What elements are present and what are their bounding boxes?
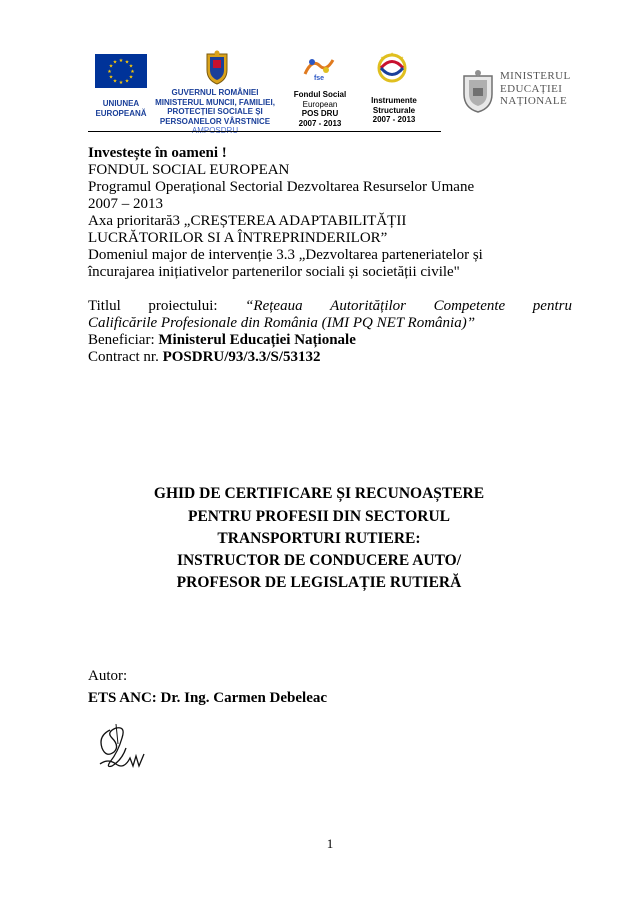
gov-line2: MINISTERUL MUNCII, FAMILIEI, (155, 97, 275, 107)
priority-axis-line2: LUCRĂTORILOR SI A ÎNTREPRINDERILOR” (88, 230, 388, 246)
svg-text:★: ★ (107, 69, 112, 75)
svg-text:★: ★ (128, 74, 134, 81)
project-title-line1 (88, 298, 572, 315)
ministry-education-crest-icon (458, 68, 498, 114)
svg-text:★: ★ (130, 69, 135, 75)
project-title-w3: Competente (433, 298, 506, 314)
project-title-w4: pentru (532, 298, 572, 314)
men-line2: EDUCAȚIEI (500, 82, 563, 95)
fse-line2: European (302, 99, 338, 109)
guide-title-line3: TRANSPORTURI RUTIERE: (217, 530, 421, 547)
project-title-word: proiectului: (148, 298, 218, 314)
project-title-w1: “Rețeaua (245, 298, 303, 314)
guide-title-line1: GHID DE CERTIFICARE ȘI RECUNOAȘTERE (153, 485, 485, 502)
beneficiary-label: Beneficiar: (88, 332, 159, 348)
coat-of-arms-icon (203, 50, 231, 86)
author-name: ETS ANC: Dr. Ing. Carmen Debeleac (88, 690, 328, 706)
men-line3: NAȚIONALE (500, 95, 568, 107)
guide-title-line5: PROFESOR DE LEGISLAȚIE RUTIERĂ (176, 574, 462, 591)
is-line1: Instrumente (371, 96, 417, 105)
guide-title-line4: INSTRUCTOR DE CONDUCERE AUTO/ (176, 552, 462, 569)
svg-text:★: ★ (112, 59, 118, 66)
contract (88, 349, 321, 366)
page-number: 1 (326, 836, 334, 851)
fund-name: FONDUL SOCIAL EUROPEAN (88, 162, 290, 178)
svg-text:★: ★ (128, 63, 134, 70)
programme-period: 2007 – 2013 (88, 196, 163, 212)
project-title-w2: Autorităților (330, 298, 406, 314)
priority-axis-line1: Axa prioritară3 „CREȘTEREA ADAPTABILITĂȚII (88, 213, 407, 229)
is-line3: 2007 - 2013 (372, 115, 416, 124)
is-line2: Structurale (372, 105, 416, 115)
svg-text:★: ★ (390, 51, 394, 56)
author-label: Autor: (88, 668, 128, 684)
eu-label-line2: EUROPEANĂ (95, 108, 147, 118)
guide-title-line2: PENTRU PROFESII DIN SECTORUL (188, 508, 450, 525)
gov-line4: PERSOANELOR VÂRSTNICE (159, 116, 271, 126)
intervention-domain-line2: încurajarea inițiativelor partenerilor sociali și societății civile" (88, 264, 460, 280)
project-title-prefix: Titlul (88, 298, 121, 314)
project-title-line2: Calificările Profesionale din România (IMI PQ NET România)” (88, 315, 476, 331)
programme-name: Programul Operațional Sectorial Dezvoltarea Resurselor Umane (88, 179, 475, 195)
svg-text:★: ★ (108, 63, 114, 70)
fse-line1: Fondul Social (293, 90, 347, 99)
eu-flag-icon (95, 54, 147, 88)
beneficiary (88, 332, 356, 349)
handwritten-signature (92, 722, 152, 774)
gov-line1: GUVERNUL ROMÂNIEI (171, 88, 259, 97)
svg-text:★: ★ (118, 58, 124, 64)
contract-label: Contract nr. (88, 349, 163, 365)
invest-slogan: Investește în oameni ! (88, 145, 227, 161)
header-divider (88, 131, 441, 132)
svg-text:★: ★ (400, 55, 404, 60)
contract-value: POSDRU/93/3.3/S/53132 (162, 349, 321, 365)
svg-text:★: ★ (124, 59, 130, 66)
instrumente-structurale-logo-icon (372, 50, 412, 86)
eu-label-line1: UNIUNEA (102, 99, 140, 108)
fse-line3: POS DRU (301, 109, 339, 118)
fse-logo-icon (300, 52, 338, 82)
svg-text:★: ★ (118, 80, 124, 86)
gov-line3: PROTECȚIEI SOCIALE ȘI (167, 107, 263, 116)
svg-text:★: ★ (112, 78, 118, 85)
svg-text:fse: fse (313, 75, 325, 82)
logo-header (0, 0, 638, 140)
men-line1: MINISTERUL (500, 70, 571, 82)
svg-text:★: ★ (124, 78, 130, 85)
svg-text:★: ★ (108, 74, 114, 81)
beneficiary-value: Ministerul Educației Naționale (158, 332, 356, 348)
fse-line4: 2007 - 2013 (298, 118, 342, 128)
svg-text:★: ★ (380, 55, 384, 60)
intervention-domain-line1: Domeniul major de intervenție 3.3 „Dezvoltarea parteneriatelor și (88, 247, 483, 263)
